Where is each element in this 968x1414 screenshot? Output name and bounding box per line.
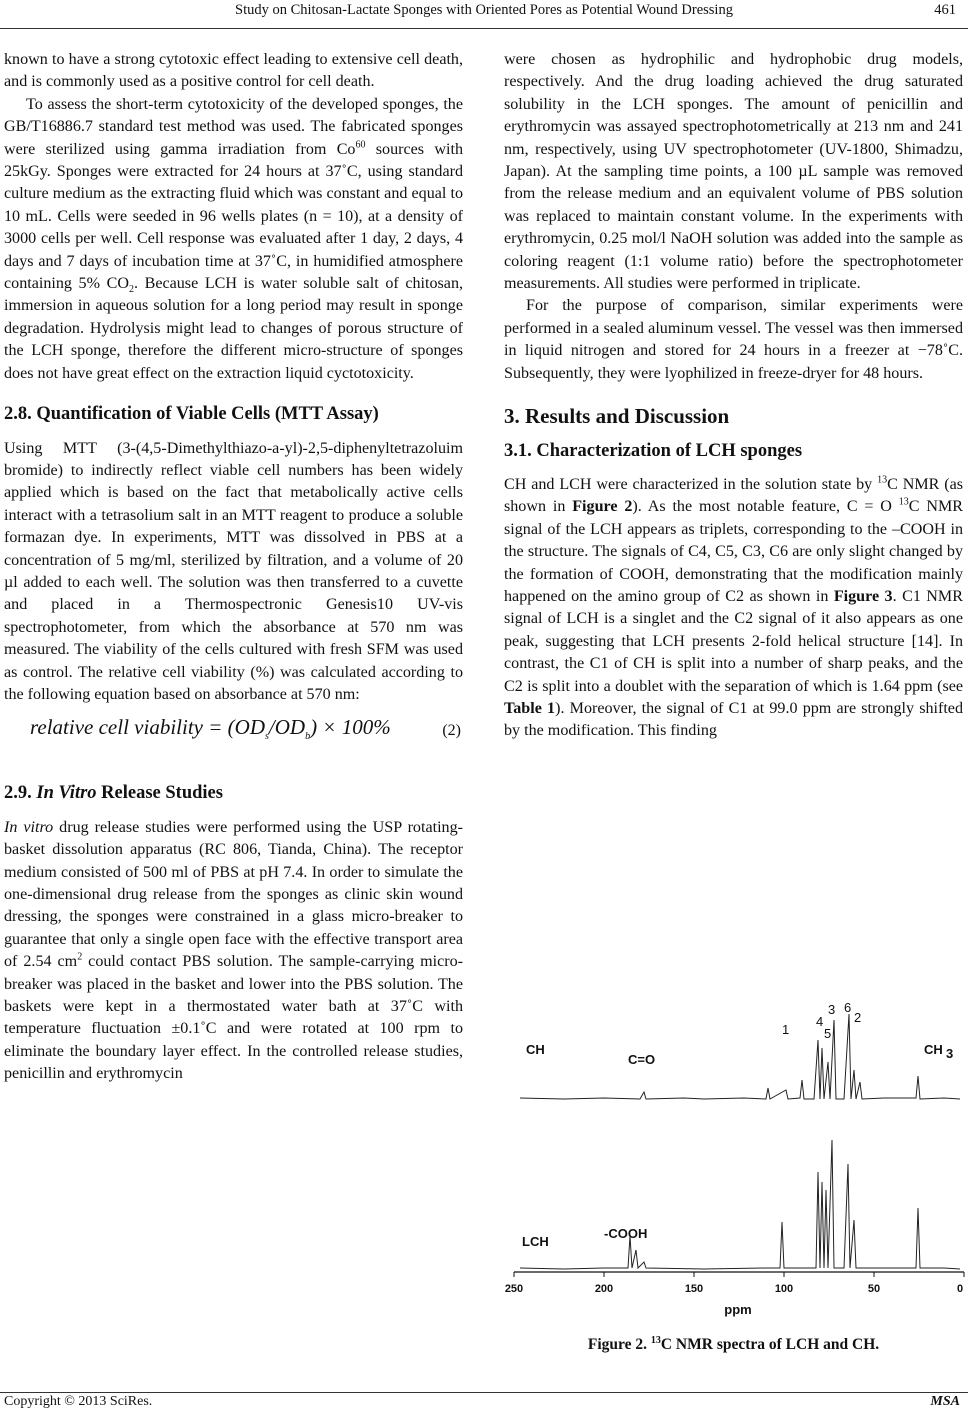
header-title: Study on Chitosan-Lactate Sponges with Oriented Pores as Potential Wound Dressing	[235, 2, 733, 18]
section-heading-3: 3. Results and Discussion	[504, 404, 730, 429]
label-c-o: C=O	[628, 1052, 656, 1067]
left-column	[4, 49, 463, 1086]
label-ch3: CH	[924, 1042, 943, 1057]
section-heading-3-1: 3.1. Characterization of LCH sponges	[504, 440, 803, 461]
equation-body: relative cell viability = $(OD_s/OD_b) \times 100\%$	[30, 715, 391, 743]
x-tick-200: 200	[594, 1283, 614, 1295]
x-tick-150: 150	[684, 1283, 704, 1295]
x-tick-0: 0	[956, 1283, 964, 1295]
footer-rule	[0, 1392, 968, 1393]
paragraph-comparison: For the purpose of comparison, similar experiments were performed in a sealed aluminum vessel. The vessel was then immersed in liquid nitrogen and stored for 24 hours in a freezer at −78˚C. Subsequently, they were lyophilized in freeze-dryer for 48 hours.	[504, 297, 963, 382]
x-tick-250: 250	[504, 1283, 524, 1295]
right-column	[504, 49, 963, 743]
paragraph-cytotoxicity: To assess the short-term cytotoxicity of the developed sponges, the GB/T16886.7 standard test method was used. The fabricated sponges were sterilized using gamma irradiation from Co$^{60}$ sources with 25kGy. Sponges were extracted for 24 hours at 37˚C, using standard culture medium as the extracting fluid which was constant and equal to 10 mL. Cells were seeded in 96 wells plates (n = 10), at a density of 3000 cells per well. Cell response was evaluated after 1 day, 2 days, 4 days and 7 days of incubation time at 37˚C, in humidified atmosphere containing 5% $CO_2$. Because LCH is water soluble salt of chitosan, immersion in aqueous solution for a long period may result in sponge degradation. Hydrolysis might lead to changes of porous structure of the LCH sponge, therefore the different micro-structure of sponges does not have great effect on the extraction liquid cyctotoxicity.	[4, 95, 464, 382]
label-lch: LCH	[522, 1234, 549, 1249]
section-heading-2-9: 2.9. In Vitro Release Studies	[4, 783, 223, 804]
nmr-spectra-plot	[504, 1000, 968, 1320]
x-tick-50: 50	[867, 1283, 881, 1295]
figure-caption: Figure 2. $^{13}$C NMR spectra of LCH and CH.	[587, 1334, 880, 1353]
nmr-figure	[504, 1000, 968, 1320]
peak-label-4: 4	[816, 1014, 824, 1029]
equation-number: (2)	[442, 722, 461, 740]
peak-label-3: 3	[828, 1002, 836, 1017]
x-axis-label: ppm	[724, 1302, 752, 1317]
peak-label-2: 2	[854, 1010, 862, 1025]
x-tick-100: 100	[774, 1283, 794, 1295]
peak-label-6: 6	[844, 1000, 852, 1015]
paragraph: known to have a strong cytotoxic effect leading to extensive cell death, and is commonly used as a positive control for cell death.	[4, 51, 463, 91]
label-ch: CH	[526, 1042, 545, 1057]
footer-journal: MSA	[930, 1394, 960, 1409]
label-cooh: -COOH	[604, 1226, 648, 1241]
paragraph-characterization: CH and LCH were characterized in the solution state by $^{13}$C NMR (as shown in Figure 2). As the most notable feature, C = O $^{13}$C NMR signal of the LCH appears as triplets, corresponding to the –COOH in the structure. The signals of C4, C5, C3, C6 are only slight changed by the formation of COOH, demonstrating that the modification mainly happened on the amino group of C2 as shown in Figure 3. C1 NMR signal of LCH is a singlet and the C2 signal of it also appears as one peak, suggesting that LCH presents 2-fold helical structure [14]. In contrast, the C1 of CH is split into a number of sharp peaks, and the C2 is split into a doublet with the separation of which is 1.64 ppm (see Table 1). Moreover, the signal of C1 at 99.0 ppm are strongly shifted by the modification. This finding	[504, 474, 964, 740]
peak-label-5: 5	[824, 1026, 832, 1041]
paragraph-release: In vitro drug release studies were performed using the USP rotating-basket dissolution apparatus (RC 806, Tianda, China). The receptor medium consisted of 500 ml of PBS at pH 7.4. In order to simulate the one-dimensional drug release from the sponges as clinic skin wound dressing, the sponges were constrained in a glass micro-breaker to guarantee that only a single open face with the effective transport area of 2.54 $cm^2$ could contact PBS solution. The sample-carrying micro-breaker was placed in the basket and lower into the PBS solution. The baskets were kept in a thermostated water bath at 37˚C with temperature fluctuation ±0.1˚C and were rotated at 100 rpm to eliminate the boundary layer effect. In the controlled release studies, penicillin and erythromycin	[4, 818, 463, 1083]
page-number: 461	[934, 2, 956, 18]
paragraph-mtt: Using MTT (3-(4,5-Dimethylthiazo-a-yl)-2,5-diphenyltetrazoluim bromide) to indirectly reflect viable cell numbers has been widely applied which is based on the fact that metabolically active cells interact with a tetrasolium salt in an MTT reagent to produce a soluble formazan dye. In experiments, MTT was dissolved in PBS at a concentration of 5 mg/ml, sterilized by filtration, and a volume of 20 µl added to each well. The solution was then transferred to a cuvette and placed in a Thermospectronic Genesis10 UV-vis spectrophotometer, from which the absorbance at 570 nm was measured. The viability of the cells cultured with fresh SFM was used as control. The relative cell viability (%) was calculated according to the following equation based on absorbance at 570 nm:	[4, 439, 463, 703]
header-rule	[0, 28, 968, 29]
label-ch3-sub: 3	[946, 1046, 954, 1061]
ch-spectrum-trace	[520, 1014, 960, 1099]
lch-spectrum-trace	[520, 1140, 960, 1269]
equation-2	[4, 712, 463, 752]
section-heading-2-8: 2.8. Quantification of Viable Cells (MTT Assay)	[4, 404, 379, 425]
peak-label-1: 1	[782, 1022, 790, 1037]
paragraph: were chosen as hydrophilic and hydrophobic drug models, respectively. And the drug loading achieved the drug saturated solubility in the LCH sponges. The amount of penicillin and erythromycin was assayed spectrophotometrically at 213 nm and 241 nm, respectively, using UV spectrophotometer (UV-1800, Shimadzu, Japan). At the sampling time points, a 100 µL sample was removed from the release medium and an equivalent volume of PBS solution was replaced to maintain constant volume. In the experiments with erythromycin, 0.25 mol/l NaOH solution was added into the sample as coloring reagent (1:1 volume ratio) before the spectrophotometer measurements. All studies were performed in triplicate.	[504, 51, 963, 293]
footer-copyright: Copyright © 2013 SciRes.	[4, 1394, 153, 1409]
